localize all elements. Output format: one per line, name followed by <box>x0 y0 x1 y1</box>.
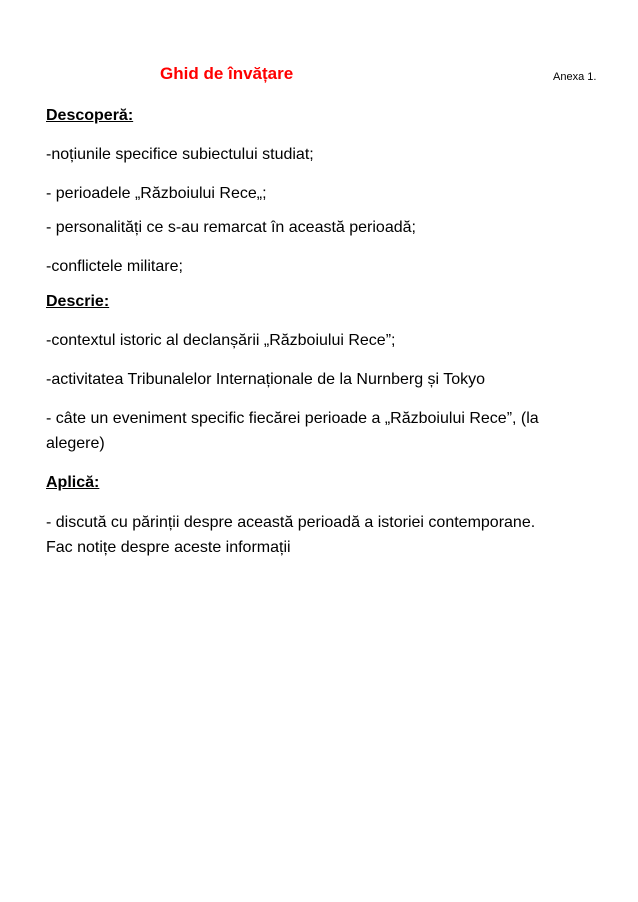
describe-item-3-line-1: - câte un eveniment specific fiecărei perioade a „Războiului Rece”, (la <box>46 410 539 427</box>
describe-item-2: -activitatea Tribunalelor Internaționale de la Nurnberg și Tokyo <box>46 371 486 388</box>
apply-item-line-2: Fac notițe despre aceste informații <box>46 539 291 556</box>
document-title: Ghid de învățare <box>160 64 294 83</box>
describe-item-3-line-2: alegere) <box>46 435 105 452</box>
heading-discover: Descoperă: <box>46 107 134 124</box>
annex-label: Anexa 1. <box>553 71 597 83</box>
discover-item-1: -noțiunile specifice subiectului studiat; <box>46 146 314 163</box>
discover-item-2: - perioadele „Războiului Rece„; <box>46 185 267 202</box>
describe-item-1: -contextul istoric al declanșării „Războiului Rece”; <box>46 332 396 349</box>
heading-describe: Descrie: <box>46 293 110 310</box>
discover-item-3: - personalități ce s-au remarcat în această perioadă; <box>46 219 416 236</box>
discover-item-4: -conflictele militare; <box>46 258 183 275</box>
heading-apply: Aplică: <box>46 474 100 491</box>
apply-item-line-1: - discută cu părinții despre această perioadă a istoriei contemporane. <box>46 514 536 531</box>
